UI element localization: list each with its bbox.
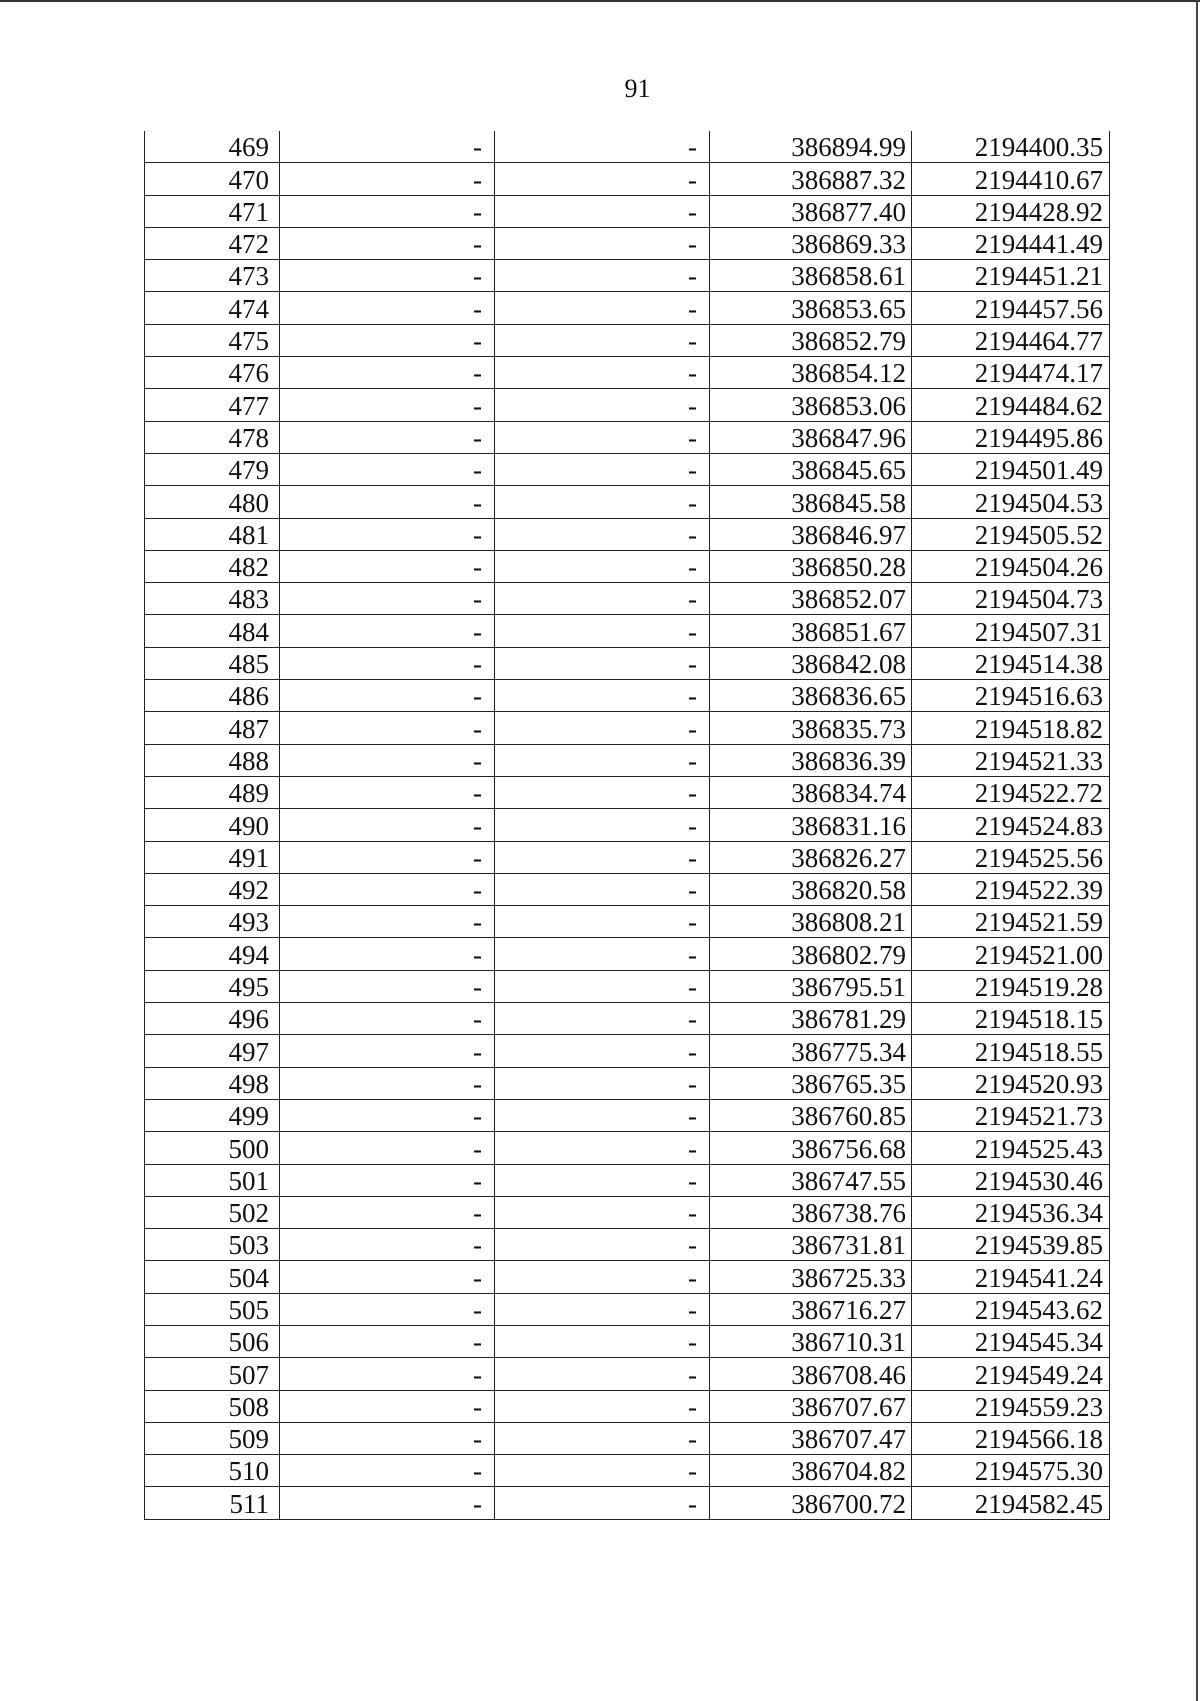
- y-coordinate-cell: 2194504.73: [912, 583, 1110, 615]
- column-3-cell: -: [495, 131, 710, 163]
- column-2-cell: -: [280, 873, 495, 905]
- point-number-cell: 511: [145, 1487, 280, 1519]
- column-2-cell: -: [280, 1196, 495, 1228]
- column-3-cell: -: [495, 809, 710, 841]
- point-number-cell: 502: [145, 1196, 280, 1228]
- table-row: [145, 550, 1110, 582]
- x-coordinate-cell: 386846.97: [710, 518, 912, 550]
- y-coordinate-cell: 2194525.56: [912, 841, 1110, 873]
- column-2-cell: -: [280, 518, 495, 550]
- column-3-cell: -: [495, 1132, 710, 1164]
- y-coordinate-cell: 2194495.86: [912, 421, 1110, 453]
- point-number-cell: 497: [145, 1035, 280, 1067]
- x-coordinate-cell: 386834.74: [710, 776, 912, 808]
- point-number-cell: 490: [145, 809, 280, 841]
- y-coordinate-cell: 2194457.56: [912, 292, 1110, 324]
- x-coordinate-cell: 386756.68: [710, 1132, 912, 1164]
- point-number-cell: 494: [145, 938, 280, 970]
- point-number-cell: 499: [145, 1099, 280, 1131]
- point-number-cell: 491: [145, 841, 280, 873]
- column-2-cell: -: [280, 1164, 495, 1196]
- column-2-cell: -: [280, 227, 495, 259]
- y-coordinate-cell: 2194521.33: [912, 744, 1110, 776]
- point-number-cell: 487: [145, 712, 280, 744]
- y-coordinate-cell: 2194518.82: [912, 712, 1110, 744]
- column-3-cell: -: [495, 1358, 710, 1390]
- x-coordinate-cell: 386847.96: [710, 421, 912, 453]
- x-coordinate-cell: 386725.33: [710, 1261, 912, 1293]
- page-number: 91: [624, 74, 651, 103]
- y-coordinate-cell: 2194441.49: [912, 227, 1110, 259]
- coordinate-table-body: [145, 131, 1110, 1519]
- column-2-cell: -: [280, 776, 495, 808]
- x-coordinate-cell: 386852.79: [710, 324, 912, 356]
- x-coordinate-cell: 386850.28: [710, 550, 912, 582]
- y-coordinate-cell: 2194428.92: [912, 195, 1110, 227]
- point-number-cell: 482: [145, 550, 280, 582]
- column-2-cell: -: [280, 131, 495, 163]
- point-number-cell: 483: [145, 583, 280, 615]
- table-row: [145, 776, 1110, 808]
- x-coordinate-cell: 386854.12: [710, 357, 912, 389]
- table-row: [145, 163, 1110, 195]
- column-3-cell: -: [495, 453, 710, 485]
- point-number-cell: 469: [145, 131, 280, 163]
- x-coordinate-cell: 386708.46: [710, 1358, 912, 1390]
- column-2-cell: -: [280, 389, 495, 421]
- x-coordinate-cell: 386851.67: [710, 615, 912, 647]
- column-2-cell: -: [280, 1422, 495, 1454]
- column-3-cell: -: [495, 1455, 710, 1487]
- column-2-cell: -: [280, 615, 495, 647]
- point-number-cell: 485: [145, 647, 280, 679]
- x-coordinate-cell: 386802.79: [710, 938, 912, 970]
- x-coordinate-cell: 386836.65: [710, 680, 912, 712]
- column-3-cell: -: [495, 389, 710, 421]
- point-number-cell: 478: [145, 421, 280, 453]
- x-coordinate-cell: 386853.06: [710, 389, 912, 421]
- column-3-cell: -: [495, 163, 710, 195]
- column-2-cell: -: [280, 970, 495, 1002]
- point-number-cell: 476: [145, 357, 280, 389]
- point-number-cell: 474: [145, 292, 280, 324]
- column-3-cell: -: [495, 1099, 710, 1131]
- table-row: [145, 615, 1110, 647]
- column-2-cell: -: [280, 292, 495, 324]
- column-2-cell: -: [280, 195, 495, 227]
- x-coordinate-cell: 386858.61: [710, 260, 912, 292]
- point-number-cell: 501: [145, 1164, 280, 1196]
- y-coordinate-cell: 2194504.26: [912, 550, 1110, 582]
- page-right-border: [1196, 0, 1198, 1701]
- x-coordinate-cell: 386738.76: [710, 1196, 912, 1228]
- column-2-cell: -: [280, 1229, 495, 1261]
- column-3-cell: -: [495, 518, 710, 550]
- table-row: [145, 680, 1110, 712]
- point-number-cell: 503: [145, 1229, 280, 1261]
- column-2-cell: -: [280, 1261, 495, 1293]
- y-coordinate-cell: 2194582.45: [912, 1487, 1110, 1519]
- point-number-cell: 479: [145, 453, 280, 485]
- column-2-cell: -: [280, 712, 495, 744]
- column-2-cell: -: [280, 1132, 495, 1164]
- column-2-cell: -: [280, 1067, 495, 1099]
- point-number-cell: 481: [145, 518, 280, 550]
- y-coordinate-cell: 2194400.35: [912, 131, 1110, 163]
- y-coordinate-cell: 2194519.28: [912, 970, 1110, 1002]
- y-coordinate-cell: 2194549.24: [912, 1358, 1110, 1390]
- x-coordinate-cell: 386826.27: [710, 841, 912, 873]
- x-coordinate-cell: 386707.47: [710, 1422, 912, 1454]
- x-coordinate-cell: 386845.65: [710, 453, 912, 485]
- point-number-cell: 492: [145, 873, 280, 905]
- table-row: [145, 518, 1110, 550]
- column-3-cell: -: [495, 1003, 710, 1035]
- x-coordinate-cell: 386852.07: [710, 583, 912, 615]
- x-coordinate-cell: 386831.16: [710, 809, 912, 841]
- point-number-cell: 505: [145, 1293, 280, 1325]
- column-3-cell: -: [495, 324, 710, 356]
- table-row: [145, 970, 1110, 1002]
- column-3-cell: -: [495, 1261, 710, 1293]
- y-coordinate-cell: 2194524.83: [912, 809, 1110, 841]
- column-3-cell: -: [495, 195, 710, 227]
- table-row: [145, 1325, 1110, 1357]
- column-2-cell: -: [280, 1358, 495, 1390]
- column-3-cell: -: [495, 1229, 710, 1261]
- x-coordinate-cell: 386710.31: [710, 1325, 912, 1357]
- point-number-cell: 480: [145, 486, 280, 518]
- column-3-cell: -: [495, 1196, 710, 1228]
- column-3-cell: -: [495, 227, 710, 259]
- point-number-cell: 486: [145, 680, 280, 712]
- y-coordinate-cell: 2194521.73: [912, 1099, 1110, 1131]
- x-coordinate-cell: 386795.51: [710, 970, 912, 1002]
- table-row: [145, 453, 1110, 485]
- page-top-border: [0, 0, 1200, 2]
- column-3-cell: -: [495, 486, 710, 518]
- table-row: [145, 1422, 1110, 1454]
- y-coordinate-cell: 2194566.18: [912, 1422, 1110, 1454]
- y-coordinate-cell: 2194539.85: [912, 1229, 1110, 1261]
- column-3-cell: -: [495, 1164, 710, 1196]
- table-row: [145, 1390, 1110, 1422]
- column-3-cell: -: [495, 1390, 710, 1422]
- table-row: [145, 1003, 1110, 1035]
- y-coordinate-cell: 2194504.53: [912, 486, 1110, 518]
- column-3-cell: -: [495, 292, 710, 324]
- column-3-cell: -: [495, 1035, 710, 1067]
- column-2-cell: -: [280, 1325, 495, 1357]
- table-row: [145, 906, 1110, 938]
- point-number-cell: 484: [145, 615, 280, 647]
- column-3-cell: -: [495, 615, 710, 647]
- y-coordinate-cell: 2194464.77: [912, 324, 1110, 356]
- x-coordinate-cell: 386877.40: [710, 195, 912, 227]
- y-coordinate-cell: 2194451.21: [912, 260, 1110, 292]
- point-number-cell: 504: [145, 1261, 280, 1293]
- column-2-cell: -: [280, 1455, 495, 1487]
- y-coordinate-cell: 2194514.38: [912, 647, 1110, 679]
- point-number-cell: 500: [145, 1132, 280, 1164]
- column-3-cell: -: [495, 1487, 710, 1519]
- table-row: [145, 1099, 1110, 1131]
- column-2-cell: -: [280, 1099, 495, 1131]
- x-coordinate-cell: 386853.65: [710, 292, 912, 324]
- y-coordinate-cell: 2194505.52: [912, 518, 1110, 550]
- y-coordinate-cell: 2194536.34: [912, 1196, 1110, 1228]
- table-row: [145, 1035, 1110, 1067]
- table-row: [145, 357, 1110, 389]
- table-row: [145, 389, 1110, 421]
- point-number-cell: 507: [145, 1358, 280, 1390]
- table-row: [145, 1358, 1110, 1390]
- x-coordinate-cell: 386781.29: [710, 1003, 912, 1035]
- column-3-cell: -: [495, 1293, 710, 1325]
- point-number-cell: 493: [145, 906, 280, 938]
- x-coordinate-cell: 386747.55: [710, 1164, 912, 1196]
- x-coordinate-cell: 386842.08: [710, 647, 912, 679]
- point-number-cell: 496: [145, 1003, 280, 1035]
- x-coordinate-cell: 386716.27: [710, 1293, 912, 1325]
- x-coordinate-cell: 386760.85: [710, 1099, 912, 1131]
- table-row: [145, 712, 1110, 744]
- table-row: [145, 744, 1110, 776]
- point-number-cell: 471: [145, 195, 280, 227]
- point-number-cell: 498: [145, 1067, 280, 1099]
- x-coordinate-cell: 386775.34: [710, 1035, 912, 1067]
- table-row: [145, 1229, 1110, 1261]
- table-row: [145, 131, 1110, 163]
- y-coordinate-cell: 2194518.55: [912, 1035, 1110, 1067]
- table-row: [145, 647, 1110, 679]
- column-2-cell: -: [280, 1003, 495, 1035]
- column-2-cell: -: [280, 1035, 495, 1067]
- table-row: [145, 421, 1110, 453]
- column-3-cell: -: [495, 841, 710, 873]
- column-3-cell: -: [495, 421, 710, 453]
- column-3-cell: -: [495, 1325, 710, 1357]
- table-row: [145, 1196, 1110, 1228]
- table-row: [145, 1164, 1110, 1196]
- column-3-cell: -: [495, 550, 710, 582]
- column-3-cell: -: [495, 906, 710, 938]
- table-row: [145, 809, 1110, 841]
- x-coordinate-cell: 386707.67: [710, 1390, 912, 1422]
- column-2-cell: -: [280, 938, 495, 970]
- y-coordinate-cell: 2194410.67: [912, 163, 1110, 195]
- column-3-cell: -: [495, 712, 710, 744]
- column-2-cell: -: [280, 1390, 495, 1422]
- table-row: [145, 486, 1110, 518]
- x-coordinate-cell: 386836.39: [710, 744, 912, 776]
- column-2-cell: -: [280, 260, 495, 292]
- point-number-cell: 495: [145, 970, 280, 1002]
- table-row: [145, 195, 1110, 227]
- column-3-cell: -: [495, 938, 710, 970]
- y-coordinate-cell: 2194559.23: [912, 1390, 1110, 1422]
- y-coordinate-cell: 2194545.34: [912, 1325, 1110, 1357]
- table-row: [145, 1067, 1110, 1099]
- column-2-cell: -: [280, 841, 495, 873]
- column-2-cell: -: [280, 486, 495, 518]
- column-2-cell: -: [280, 550, 495, 582]
- y-coordinate-cell: 2194518.15: [912, 1003, 1110, 1035]
- y-coordinate-cell: 2194474.17: [912, 357, 1110, 389]
- column-2-cell: -: [280, 1293, 495, 1325]
- column-3-cell: -: [495, 873, 710, 905]
- point-number-cell: 488: [145, 744, 280, 776]
- column-3-cell: -: [495, 647, 710, 679]
- column-2-cell: -: [280, 583, 495, 615]
- column-2-cell: -: [280, 906, 495, 938]
- x-coordinate-cell: 386845.58: [710, 486, 912, 518]
- x-coordinate-cell: 386700.72: [710, 1487, 912, 1519]
- y-coordinate-cell: 2194501.49: [912, 453, 1110, 485]
- y-coordinate-cell: 2194522.72: [912, 776, 1110, 808]
- table-row: [145, 583, 1110, 615]
- column-2-cell: -: [280, 680, 495, 712]
- column-3-cell: -: [495, 744, 710, 776]
- column-2-cell: -: [280, 1487, 495, 1519]
- y-coordinate-cell: 2194525.43: [912, 1132, 1110, 1164]
- column-2-cell: -: [280, 809, 495, 841]
- column-2-cell: -: [280, 421, 495, 453]
- table-row: [145, 1455, 1110, 1487]
- x-coordinate-cell: 386765.35: [710, 1067, 912, 1099]
- column-3-cell: -: [495, 583, 710, 615]
- point-number-cell: 489: [145, 776, 280, 808]
- y-coordinate-cell: 2194522.39: [912, 873, 1110, 905]
- y-coordinate-cell: 2194520.93: [912, 1067, 1110, 1099]
- table-row: [145, 1132, 1110, 1164]
- y-coordinate-cell: 2194521.00: [912, 938, 1110, 970]
- y-coordinate-cell: 2194516.63: [912, 680, 1110, 712]
- point-number-cell: 509: [145, 1422, 280, 1454]
- x-coordinate-cell: 386808.21: [710, 906, 912, 938]
- point-number-cell: 510: [145, 1455, 280, 1487]
- table-row: [145, 292, 1110, 324]
- y-coordinate-cell: 2194521.59: [912, 906, 1110, 938]
- column-3-cell: -: [495, 1422, 710, 1454]
- table-row: [145, 841, 1110, 873]
- y-coordinate-cell: 2194543.62: [912, 1293, 1110, 1325]
- y-coordinate-cell: 2194541.24: [912, 1261, 1110, 1293]
- point-number-cell: 508: [145, 1390, 280, 1422]
- column-3-cell: -: [495, 1067, 710, 1099]
- y-coordinate-cell: 2194484.62: [912, 389, 1110, 421]
- table-row: [145, 938, 1110, 970]
- table-row: [145, 260, 1110, 292]
- x-coordinate-cell: 386869.33: [710, 227, 912, 259]
- column-2-cell: -: [280, 324, 495, 356]
- point-number-cell: 473: [145, 260, 280, 292]
- x-coordinate-cell: 386820.58: [710, 873, 912, 905]
- column-2-cell: -: [280, 647, 495, 679]
- y-coordinate-cell: 2194575.30: [912, 1455, 1110, 1487]
- point-number-cell: 472: [145, 227, 280, 259]
- table-row: [145, 1261, 1110, 1293]
- table-row: [145, 1293, 1110, 1325]
- column-3-cell: -: [495, 680, 710, 712]
- x-coordinate-cell: 386731.81: [710, 1229, 912, 1261]
- column-2-cell: -: [280, 744, 495, 776]
- point-number-cell: 506: [145, 1325, 280, 1357]
- y-coordinate-cell: 2194507.31: [912, 615, 1110, 647]
- column-3-cell: -: [495, 260, 710, 292]
- y-coordinate-cell: 2194530.46: [912, 1164, 1110, 1196]
- x-coordinate-cell: 386835.73: [710, 712, 912, 744]
- x-coordinate-cell: 386704.82: [710, 1455, 912, 1487]
- column-2-cell: -: [280, 357, 495, 389]
- point-number-cell: 470: [145, 163, 280, 195]
- column-3-cell: -: [495, 970, 710, 1002]
- point-number-cell: 477: [145, 389, 280, 421]
- point-number-cell: 475: [145, 324, 280, 356]
- table-row: [145, 1487, 1110, 1519]
- x-coordinate-cell: 386887.32: [710, 163, 912, 195]
- column-2-cell: -: [280, 453, 495, 485]
- coordinate-table: [144, 131, 1110, 1520]
- column-3-cell: -: [495, 776, 710, 808]
- table-row: [145, 873, 1110, 905]
- column-2-cell: -: [280, 163, 495, 195]
- x-coordinate-cell: 386894.99: [710, 131, 912, 163]
- table-row: [145, 227, 1110, 259]
- column-3-cell: -: [495, 357, 710, 389]
- table-row: [145, 324, 1110, 356]
